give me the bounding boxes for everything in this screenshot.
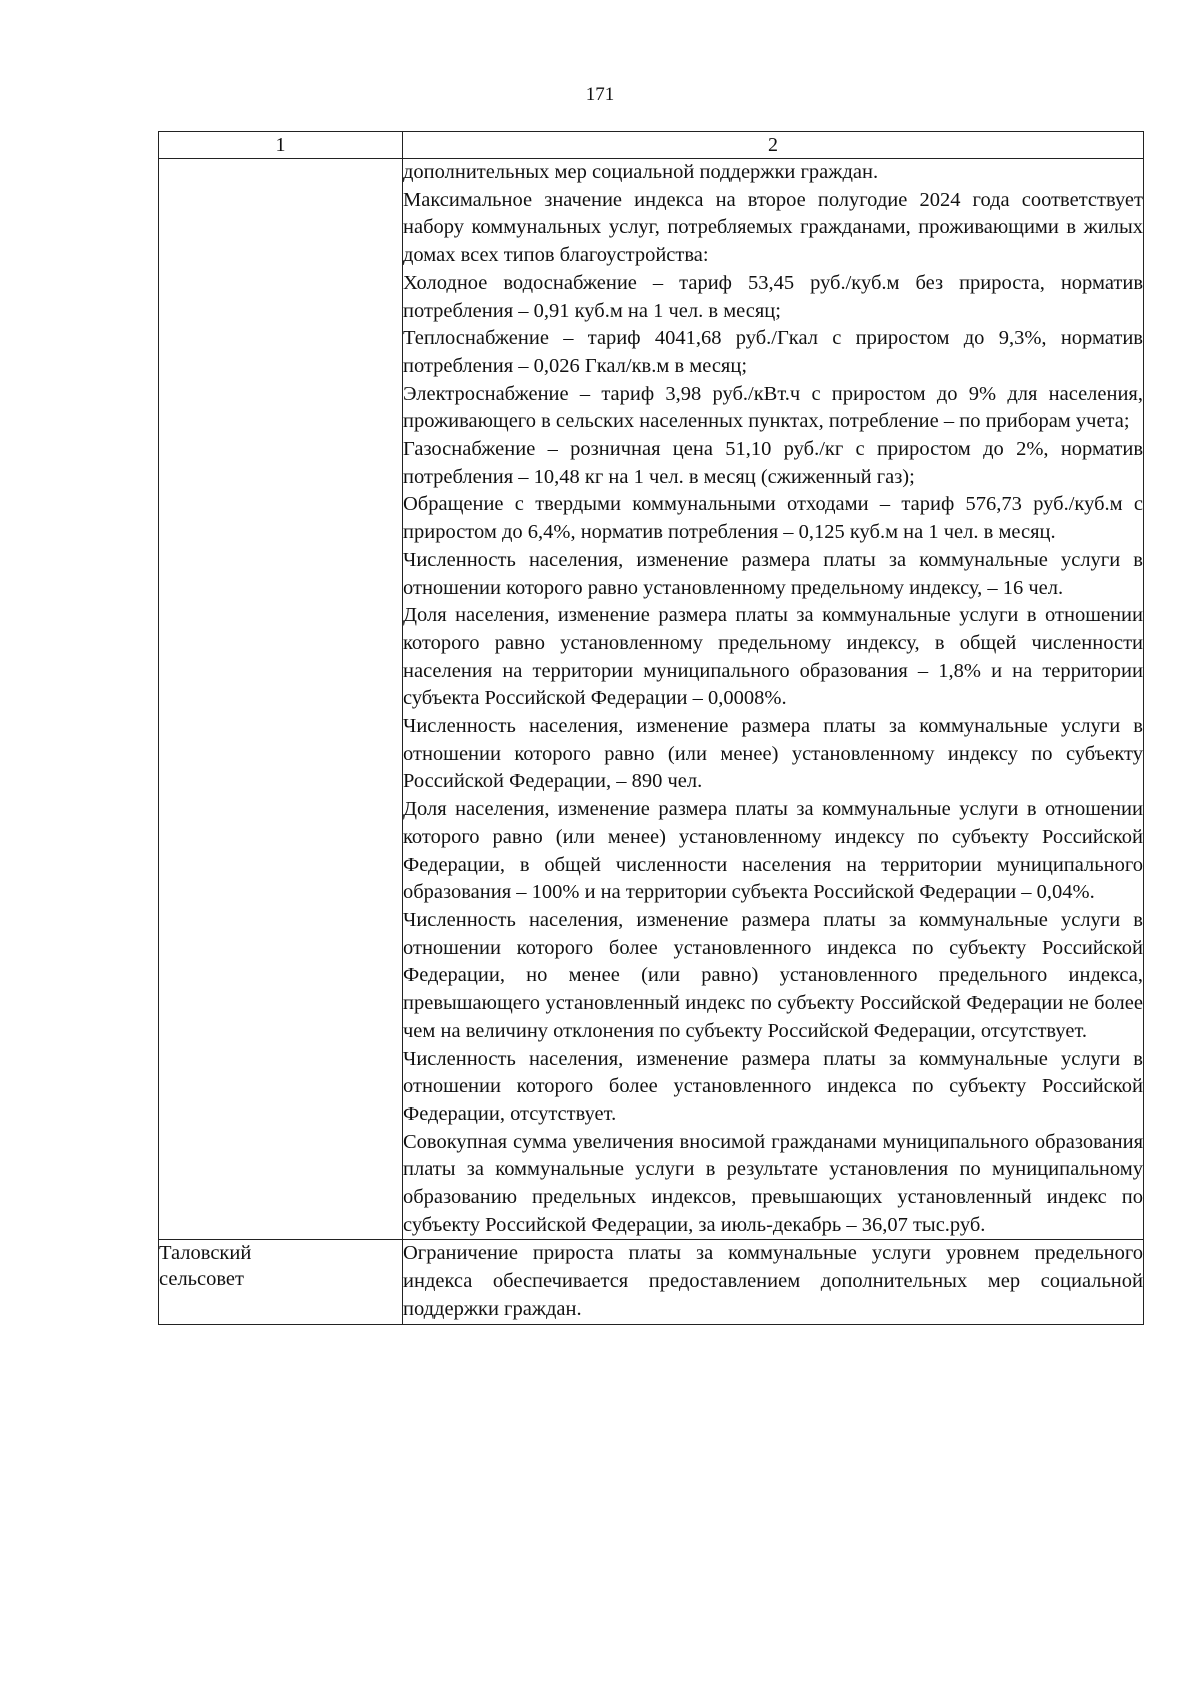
paragraph: Газоснабжение – розничная цена 51,10 руб./кг с приростом до 2%, норматив потребления – 10,48 кг на 1 чел. в месяц (сжиженный газ);	[403, 438, 1143, 488]
page-number: 171	[585, 84, 615, 105]
column-header-1: 1	[159, 132, 403, 159]
paragraph: Электроснабжение – тариф 3,98 руб./кВт.ч с приростом до 9% для населения, проживающего в сельских населенных пунктах, потребление – по приборам учета;	[403, 382, 1143, 433]
table-cell-description	[403, 1240, 1144, 1324]
paragraph: Совокупная сумма увеличения вносимой гражданами муниципального образования платы за коммунальные услуги в результате установления по муниципальному образованию предельных индексов, превышающих установленный индекс по субъекту Российской Федерации, за июль-декабрь – 36,07 тыс.руб.	[403, 1130, 1143, 1236]
table-cell-description	[403, 159, 1144, 1240]
paragraph: Теплоснабжение – тариф 4041,68 руб./Гкал с приростом до 9,3%, норматив потребления – 0,026 Гкал/кв.м в месяц;	[403, 327, 1143, 377]
paragraph: Численность населения, изменение размера платы за коммунальные услуги в отношении которого равно установленному предельному индексу, – 16 чел.	[403, 548, 1143, 599]
table-row	[159, 1240, 1144, 1324]
table-cell-municipality	[159, 159, 403, 1240]
data-table	[158, 131, 1144, 1325]
municipality-name-line: сельсовет	[159, 1268, 244, 1291]
column-header-2: 2	[403, 132, 1144, 159]
municipality-name-line: Таловский	[159, 1242, 252, 1265]
table-row	[159, 159, 1144, 1240]
paragraph: Численность населения, изменение размера платы за коммунальные услуги в отношении которого равно (или менее) установленному индексу по субъекту Российской Федерации, – 890 чел.	[403, 715, 1143, 793]
paragraph: Численность населения, изменение размера платы за коммунальные услуги в отношении которого более установленного индекса по субъекту Российской Федерации, отсутствует.	[403, 1047, 1143, 1125]
table-cell-municipality	[159, 1240, 403, 1324]
paragraph: Максимальное значение индекса на второе полугодие 2024 года соответствует набору коммунальных услуг, потребляемых гражданами, проживающими в жилых домах всех типов благоустройства:	[403, 188, 1143, 267]
paragraph: Холодное водоснабжение – тариф 53,45 руб./куб.м без прироста, норматив потребления – 0,91 куб.м на 1 чел. в месяц;	[403, 271, 1143, 322]
paragraph: Обращение с твердыми коммунальными отходами – тариф 576,73 руб./куб.м с приростом до 6,4%, норматив потребления – 0,125 куб.м на 1 чел. в месяц.	[403, 493, 1143, 544]
paragraph: Численность населения, изменение размера платы за коммунальные услуги в отношении которого более установленного индекса по субъекту Российской Федерации, но менее (или равно) установленного предельного индекса, превышающего установленный индекс по субъекту Российской Федерации не более чем на величину отклонения по субъекту Российской Федерации, отсутствует.	[403, 908, 1143, 1042]
paragraph: Доля населения, изменение размера платы за коммунальные услуги в отношении которого равно установленному предельному индексу, в общей численности населения на территории муниципального образования – 1,8% и на территории субъекта Российской Федерации – 0,0008%.	[403, 604, 1143, 710]
paragraph: Ограничение прироста платы за коммунальные услуги уровнем предельного индекса обеспечивается предоставлением дополнительных мер социальной поддержки граждан.	[403, 1242, 1143, 1320]
table-header-row	[159, 132, 1144, 159]
paragraph: Доля населения, изменение размера платы за коммунальные услуги в отношении которого равно (или менее) установленному индексу по субъекту Российской Федерации, в общей численности населения на территории муниципального образования – 100% и на территории субъекта Российской Федерации – 0,04%.	[403, 798, 1143, 904]
paragraph: дополнительных мер социальной поддержки граждан.	[403, 161, 879, 183]
